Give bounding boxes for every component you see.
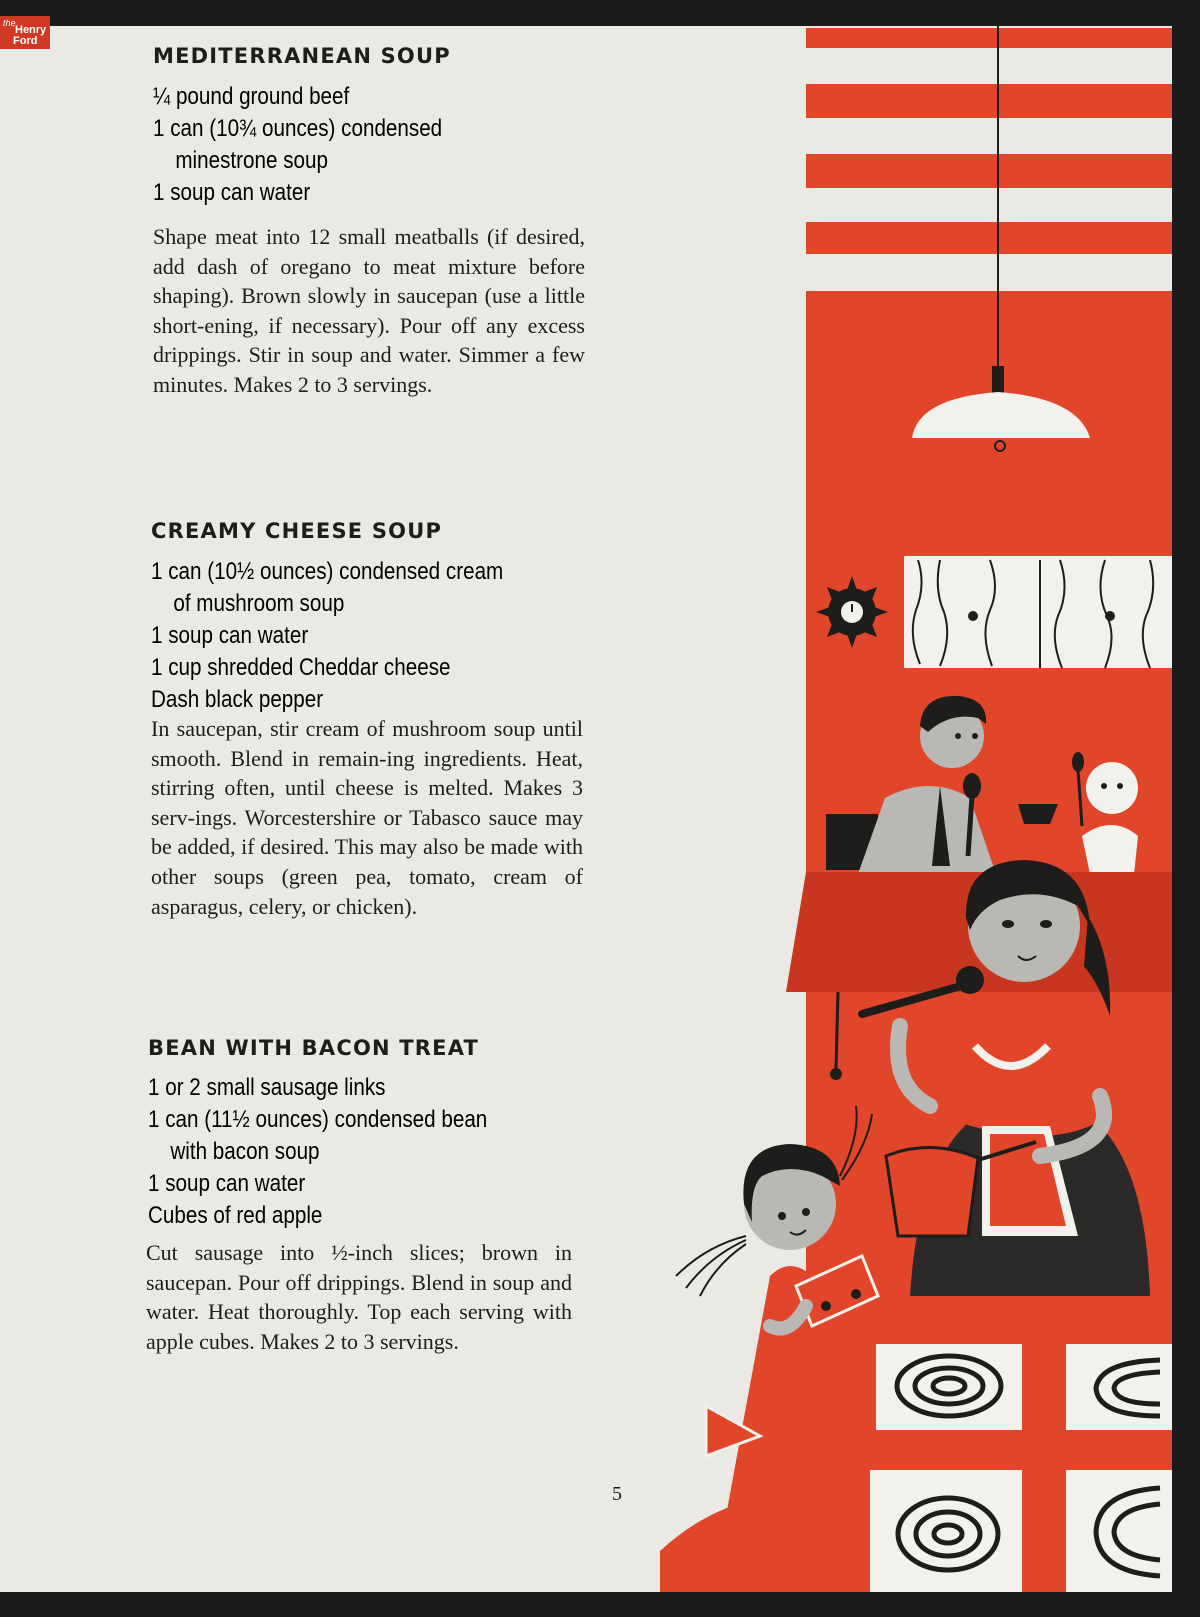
ingredient-item: 1 soup can water — [148, 1170, 306, 1197]
ingredient-item: minestrone soup — [175, 147, 328, 174]
page-number: 5 — [612, 1483, 622, 1505]
ingredient-item: 1 cup shredded Cheddar cheese — [151, 654, 451, 681]
recipe-3-title: BEAN WITH BACON TREAT — [148, 1036, 480, 1060]
ingredient-item: Dash black pepper — [151, 686, 324, 713]
recipe-1-title: MEDITERRANEAN SOUP — [153, 44, 451, 68]
recipe-1-directions: Shape meat into 12 small meatballs (if desired, add dash of oregano to meat mixture before shaping). Brown slowly in saucepan (use a little short-ening, if necessary). Pour off any excess drippings. Stir in soup and water. Simmer a few minutes. Makes 2 to 3 servings. — [153, 224, 585, 397]
ingredient-item: ¼ pound ground beef — [153, 83, 350, 110]
ingredient-item: 1 can (10¾ ounces) condensed — [153, 115, 443, 142]
recipe-2-directions: In saucepan, stir cream of mushroom soup until smooth. Blend in remain-ing ingredients. Heat, stirring often, until cheese is melted. Makes 3 serv-ings. Worcestershire or Tabasco sauce may be added, if desired. This may also be made with other soups (green pea, tomato, cream of asparagus, celery, or chicken). — [151, 716, 583, 919]
ingredient-item: 1 can (11½ ounces) condensed bean — [148, 1106, 488, 1133]
logo-text: the — [3, 18, 16, 28]
logo-text: Henry — [15, 24, 47, 36]
ingredient-item: 1 or 2 small sausage links — [148, 1074, 386, 1101]
cookbook-page — [0, 26, 1172, 1592]
recipe-3-ingredients — [148, 1072, 487, 1232]
recipe-2-title: CREAMY CHEESE SOUP — [151, 519, 443, 543]
recipe-3-directions: Cut sausage into ½-inch slices; brown in saucepan. Pour off drippings. Blend in soup and water. Heat thoroughly. Top each serving with apple cubes. Makes 2 to 3 servings. — [146, 1240, 572, 1354]
ingredient-item: 1 can (10½ ounces) condensed cream — [151, 558, 504, 585]
recipe-1-ingredients — [153, 81, 442, 209]
ingredient-item: 1 soup can water — [153, 179, 311, 206]
ingredient-item: with bacon soup — [170, 1138, 320, 1165]
ingredient-item: Cubes of red apple — [148, 1202, 323, 1229]
ingredient-item: of mushroom soup — [173, 590, 345, 617]
henry-ford-logo — [0, 16, 50, 49]
recipe-2-ingredients — [151, 556, 503, 716]
ingredient-item: 1 soup can water — [151, 622, 309, 649]
logo-text: Ford — [13, 35, 38, 47]
